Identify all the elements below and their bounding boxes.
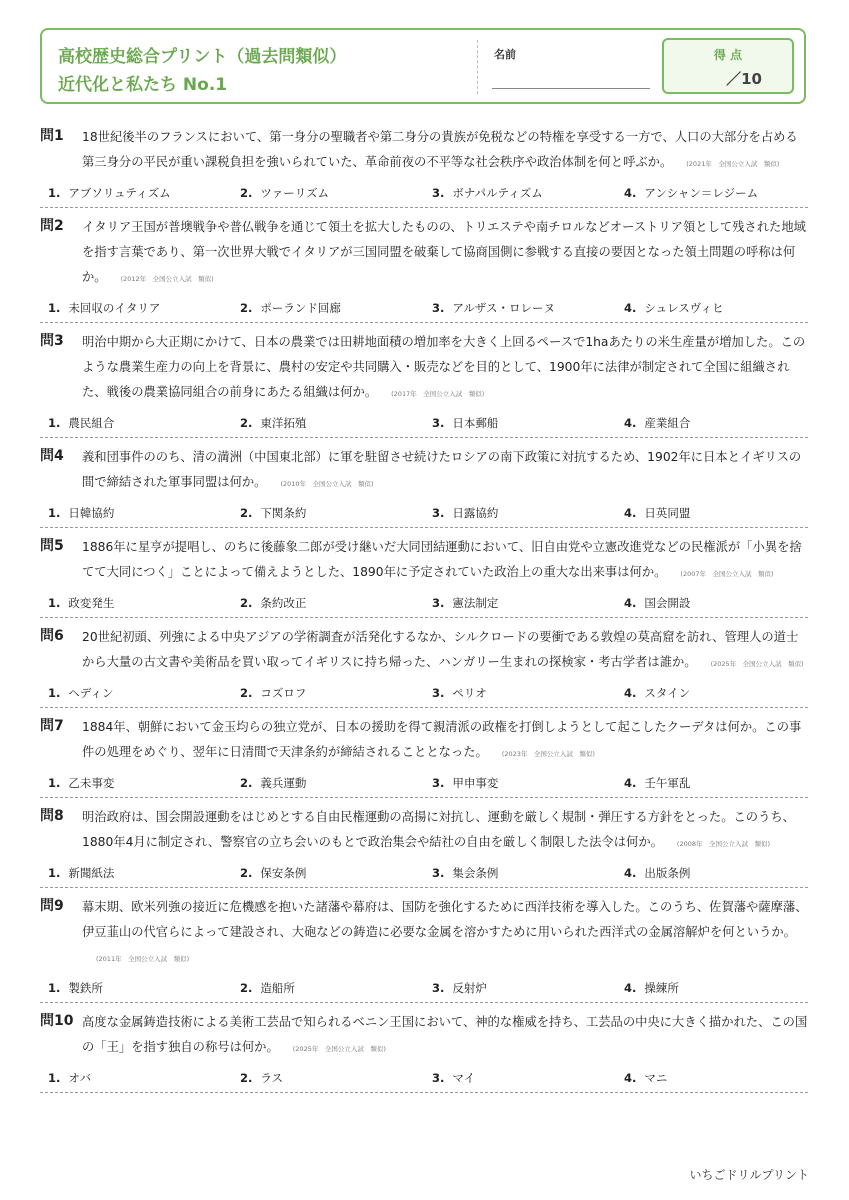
choice-label: 操練所 (644, 981, 679, 995)
choice-option[interactable] (432, 595, 498, 611)
choice-option[interactable] (48, 865, 114, 881)
question-text (82, 1003, 808, 1062)
choice-number: 4. (624, 186, 637, 200)
choice-label: 製鉄所 (68, 981, 103, 995)
question-body: イタリア王国が普墺戦争や普仏戦争を通じて領土を拡大したものの、トリエステや南チロルなどオーストリア領として残された地域を指す言葉であり、第一次世界大戦でイタリアが三国同盟を破棄して協商国側に参戦する直接の要因となった領土問題の呼称は何か。 (82, 220, 806, 284)
choice-number: 1. (48, 506, 61, 520)
question-number: 問9 (40, 898, 64, 914)
question-body: 明治中期から大正期にかけて、日本の農業では田耕地面積の増加率を大きく上回るペースで1haあたりの米生産量が増加した。このような農業生産力の向上を背景に、農村の安定や共同購入・販売などを目的として、1900年に法律が制定されて全国に組織された、戦後の農業協同組合の前身にあたる組織は何か。 (82, 335, 806, 399)
choice-option[interactable] (240, 300, 341, 316)
choice-row (40, 177, 808, 207)
choice-label: 乙未事変 (68, 776, 115, 790)
choice-option[interactable] (432, 505, 498, 521)
choice-number: 3. (432, 596, 445, 610)
choice-option[interactable] (432, 1070, 475, 1086)
choice-option[interactable] (48, 505, 114, 521)
choice-label: アンシャン＝レジーム (644, 186, 759, 200)
choice-option[interactable] (624, 415, 690, 431)
choice-number: 3. (432, 1071, 445, 1085)
choice-option[interactable] (240, 775, 306, 791)
choice-row (40, 767, 808, 797)
question-block (40, 888, 808, 1003)
choice-option[interactable] (432, 185, 543, 201)
question-block (40, 708, 808, 798)
question-block (40, 528, 808, 618)
choice-label: オバ (68, 1071, 92, 1085)
choice-row (40, 407, 808, 437)
choice-row (40, 677, 808, 707)
choice-label: 義兵運動 (260, 776, 307, 790)
choice-option[interactable] (624, 185, 758, 201)
choice-label: 憲法制定 (452, 596, 499, 610)
score-label: 得 点 (713, 48, 743, 62)
choice-number: 2. (240, 981, 253, 995)
choice-row (40, 497, 808, 527)
choice-label: コズロフ (260, 686, 307, 700)
choice-label: 造船所 (260, 981, 295, 995)
choice-label: アブソリュティズム (68, 186, 171, 200)
choice-option[interactable] (48, 185, 171, 201)
worksheet-header (40, 28, 806, 104)
choice-label: ツァーリズム (260, 186, 330, 200)
question-source: (2023年 全国公立入試 類似) (501, 750, 595, 758)
choice-number: 1. (48, 301, 61, 315)
choice-number: 2. (240, 506, 253, 520)
question-number: 問8 (40, 808, 64, 824)
question-text (82, 618, 808, 677)
choice-label: 未回収のイタリア (68, 301, 161, 315)
choice-label: 日露協約 (452, 506, 499, 520)
choice-label: 国会開設 (644, 596, 691, 610)
question-block (40, 118, 808, 208)
question-text (82, 708, 808, 767)
choice-option[interactable] (48, 595, 114, 611)
choice-option[interactable] (240, 415, 306, 431)
choice-option[interactable] (240, 980, 295, 996)
choice-number: 1. (48, 981, 61, 995)
worksheet-title: 高校歴史総合プリント（過去問類似） (58, 47, 347, 67)
choice-option[interactable] (240, 505, 306, 521)
choice-number: 2. (240, 776, 253, 790)
question-source: (2017年 全国公立入試 類似) (391, 390, 485, 398)
choice-number: 3. (432, 866, 445, 880)
choice-label: 産業組合 (644, 416, 691, 430)
choice-label: 下関条約 (260, 506, 307, 520)
choice-number: 3. (432, 776, 445, 790)
name-label: 名前 (494, 48, 516, 61)
choice-number: 1. (48, 1071, 61, 1085)
choice-option[interactable] (432, 775, 498, 791)
choice-row (40, 1062, 808, 1092)
question-body: 1886年に星亨が提唱し、のちに後藤象二郎が受け継いだ大同団結運動において、旧自由党や立憲改進党などの民権派が「小異を捨てて大同につく」ことによって備えようとした、1890年に予定されていた政治上の重大な出来事は何か。 (82, 540, 802, 579)
choice-label: 日英同盟 (644, 506, 691, 520)
choice-label: 新聞紙法 (68, 866, 115, 880)
question-body: 高度な金属鋳造技術による美術工芸品で知られるベニン王国において、神的な権威を持ち、工芸品の中央に大きく描かれた、この国の「王」を指す独自の称号は何か。 (82, 1015, 808, 1054)
question-number: 問7 (40, 718, 64, 734)
question-source: (2011年 全国公立入試 類似) (96, 955, 190, 963)
choice-option[interactable] (624, 865, 690, 881)
choice-option[interactable] (240, 185, 329, 201)
question-source: (2012年 全国公立入試 類似) (120, 275, 214, 283)
choice-option[interactable] (432, 300, 555, 316)
question-text (82, 208, 808, 292)
choice-number: 2. (240, 866, 253, 880)
question-block (40, 1003, 808, 1093)
choice-label: 出版条例 (644, 866, 691, 880)
choice-option[interactable] (432, 685, 487, 701)
choice-label: 反射炉 (452, 981, 487, 995)
choice-option[interactable] (432, 865, 498, 881)
choice-number: 1. (48, 686, 61, 700)
choice-label: 日本郵船 (452, 416, 499, 430)
question-block (40, 323, 808, 438)
question-number: 問3 (40, 333, 64, 349)
header-divider (477, 40, 478, 94)
choice-row (40, 972, 808, 1002)
choice-option[interactable] (48, 685, 113, 701)
worksheet-subtitle: 近代化と私たち No.1 (58, 75, 228, 95)
choice-number: 4. (624, 866, 637, 880)
question-body: 18世紀後半のフランスにおいて、第一身分の聖職者や第二身分の貴族が免税などの特権を享受する一方で、人口の大部分を占める第三身分の平民が重い課税負担を強いられていた、革命前夜の不平等な社会秩序や政治体制を何と呼ぶか。 (82, 130, 798, 169)
choice-option[interactable] (48, 775, 114, 791)
footer-brand: いちごドリルプリント (689, 1168, 809, 1182)
choice-number: 4. (624, 596, 637, 610)
question-text (82, 438, 808, 497)
choice-option[interactable] (624, 505, 690, 521)
choice-number: 4. (624, 686, 637, 700)
choice-option[interactable] (624, 775, 690, 791)
choice-label: マニ (644, 1071, 668, 1085)
question-block (40, 618, 808, 708)
choice-number: 4. (624, 776, 637, 790)
choice-number: 1. (48, 866, 61, 880)
choice-number: 3. (432, 981, 445, 995)
choice-number: 2. (240, 416, 253, 430)
choice-option[interactable] (48, 980, 103, 996)
choice-number: 3. (432, 186, 445, 200)
choice-option[interactable] (624, 685, 690, 701)
choice-number: 3. (432, 416, 445, 430)
question-text (82, 798, 808, 857)
choice-number: 2. (240, 596, 253, 610)
choice-option[interactable] (48, 300, 160, 316)
choice-label: 保安条例 (260, 866, 307, 880)
choice-label: スタイン (644, 686, 691, 700)
choice-option[interactable] (48, 1070, 91, 1086)
choice-number: 1. (48, 416, 61, 430)
choice-number: 2. (240, 186, 253, 200)
name-field[interactable] (492, 88, 650, 89)
score-value: ／10 (726, 70, 762, 88)
choice-option[interactable] (432, 980, 487, 996)
choice-number: 1. (48, 596, 61, 610)
choice-label: ポーランド回廊 (260, 301, 341, 315)
question-number: 問5 (40, 538, 64, 554)
choice-number: 4. (624, 416, 637, 430)
choice-label: 東洋拓殖 (260, 416, 307, 430)
question-body: 義和団事件ののち、清の満洲（中国東北部）に軍を駐留させ続けたロシアの南下政策に対抗するため、1902年に日本とイギリスの間で締結された軍事同盟は何か。 (82, 450, 802, 489)
choice-label: 甲申事変 (452, 776, 499, 790)
choice-row (40, 292, 808, 322)
choice-number: 4. (624, 506, 637, 520)
choice-number: 2. (240, 686, 253, 700)
question-source: (2021年 全国公立入試 類似) (686, 160, 780, 168)
question-block (40, 208, 808, 323)
question-number: 問4 (40, 448, 64, 464)
question-source: (2010年 全国公立入試 類似) (280, 480, 374, 488)
choice-number: 4. (624, 301, 637, 315)
choice-option[interactable] (240, 685, 306, 701)
question-source: (2007年 全国公立入試 類似) (680, 570, 774, 578)
choice-number: 2. (240, 301, 253, 315)
choice-label: ボナパルティズム (452, 186, 543, 200)
choice-number: 1. (48, 186, 61, 200)
choice-number: 2. (240, 1071, 253, 1085)
choice-option[interactable] (48, 415, 114, 431)
choice-label: 農民組合 (68, 416, 115, 430)
choice-label: 政変発生 (68, 596, 115, 610)
question-source: (2025年 全国公立入試 類似) (710, 660, 804, 668)
choice-option[interactable] (432, 415, 498, 431)
choice-row (40, 587, 808, 617)
question-number: 問6 (40, 628, 64, 644)
question-number: 問2 (40, 218, 64, 234)
choice-option[interactable] (624, 300, 724, 316)
question-text (82, 118, 808, 177)
question-list (40, 118, 808, 1093)
choice-label: 集会条例 (452, 866, 499, 880)
choice-number: 3. (432, 686, 445, 700)
question-source: (2008年 全国公立入試 類似) (676, 840, 771, 848)
choice-label: 壬午軍乱 (644, 776, 691, 790)
choice-label: 日韓協約 (68, 506, 115, 520)
question-text (82, 528, 808, 587)
question-body: 1884年、朝鮮において金玉均らの独立党が、日本の援助を得て親清派の政権を打倒しようとして起こしたクーデタは何か。この事件の処理をめぐり、翌年に日清間で天津条約が締結されることとなった。 (82, 720, 802, 759)
question-block (40, 438, 808, 528)
choice-number: 3. (432, 301, 445, 315)
choice-number: 4. (624, 981, 637, 995)
question-number: 問10 (40, 1013, 74, 1029)
question-block (40, 798, 808, 888)
choice-label: ヘディン (68, 686, 114, 700)
choice-option[interactable] (624, 1070, 667, 1086)
choice-option[interactable] (624, 980, 679, 996)
choice-number: 3. (432, 506, 445, 520)
score-box (662, 38, 794, 94)
question-body: 幕末期、欧米列強の接近に危機感を抱いた諸藩や幕府は、国防を強化するために西洋技術を導入した。このうち、佐賀藩や薩摩藩、伊豆韮山の代官らによって建設され、大砲などの鋳造に必要な金属を溶かすために用いられた西洋式の金属溶解炉を何というか。 (82, 900, 808, 939)
choice-label: ペリオ (452, 686, 487, 700)
choice-label: ラス (260, 1071, 284, 1085)
question-body: 20世紀初頭、列強による中央アジアの学術調査が活発化するなか、シルクロードの要衝である敦煌の莫高窟を訪れ、管理人の道士から大量の古文書や美術品を買い取ってイギリスに持ち帰った、ハンガリー生まれの探検家・考古学者は誰か。 (82, 630, 799, 669)
choice-number: 1. (48, 776, 61, 790)
choice-label: マイ (452, 1071, 476, 1085)
choice-option[interactable] (624, 595, 690, 611)
question-source: (2025年 全国公立入試 類似) (292, 1045, 386, 1053)
choice-option[interactable] (240, 1070, 283, 1086)
question-text (82, 888, 808, 972)
question-text (82, 323, 808, 407)
choice-label: アルザス・ロレーヌ (452, 301, 555, 315)
choice-option[interactable] (240, 595, 306, 611)
choice-label: 条約改正 (260, 596, 307, 610)
choice-option[interactable] (240, 865, 306, 881)
choice-row (40, 857, 808, 887)
question-number: 問1 (40, 128, 64, 144)
question-body: 明治政府は、国会開設運動をはじめとする自由民権運動の高揚に対抗し、運動を厳しく規制・弾圧する方針をとった。このうち、1880年4月に制定され、警察官の立ち会いのもとで政治集会や結社の自由を厳しく制限した法令は何か。 (82, 810, 795, 849)
choice-label: シュレスヴィヒ (644, 301, 724, 315)
choice-number: 4. (624, 1071, 637, 1085)
